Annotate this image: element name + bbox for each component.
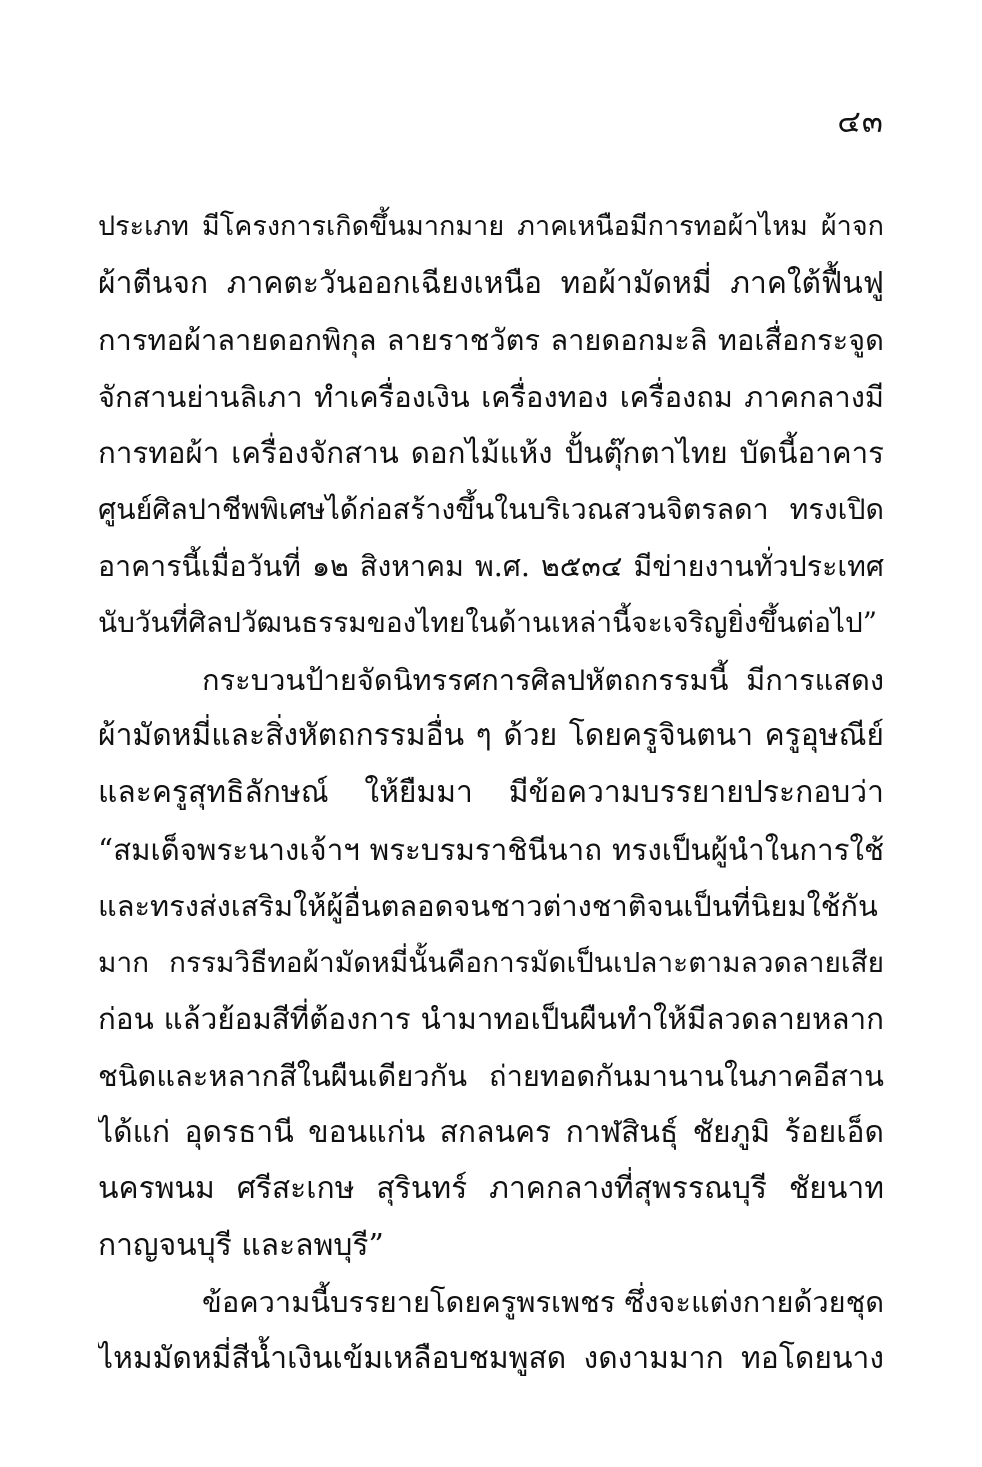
- text-line-9: กระบวนป้ายจัดนิทรรศการศิลปหัตถกรรมนี้ มีการแสดง: [202, 662, 884, 697]
- text-line-4: จักสานย่านลิเภา ทำเครื่องเงิน เครื่องทอง เครื่องถม ภาคกลางมี: [98, 379, 884, 414]
- text-line-3: การทอผ้าลายดอกพิกุล ลายราชวัตร ลายดอกมะลิ ทอเสื่อกระจูด: [98, 323, 884, 358]
- text-line-13: และทรงส่งเสริมให้ผู้อื่นตลอดจนชาวต่างชาติจนเป็นที่นิยมใช้กัน: [98, 889, 878, 924]
- text-line-12: “สมเด็จพระนางเจ้าฯ พระบรมราชินีนาถ ทรงเป็นผู้นำในการใช้: [98, 832, 884, 867]
- text-line-21: ไหมมัดหมี่สีน้ำเงินเข้มเหลือบชมพูสด งดงามมาก ทอโดยนาง: [98, 1340, 884, 1376]
- text-line-8: นับวันที่ศิลปวัฒนธรรมของไทยในด้านเหล่านี้จะเจริญยิ่งขึ้นต่อไป”: [98, 606, 878, 640]
- text-line-2: ผ้าตีนจก ภาคตะวันออกเฉียงเหนือ ทอผ้ามัดหมี่ ภาคใต้ฟื้นฟู: [98, 265, 884, 301]
- text-line-1: ประเภท มีโครงการเกิดขึ้นมากมาย ภาคเหนือมีการทอผ้าไหม ผ้าจก: [98, 211, 884, 242]
- text-line-7: อาคารนี้เมื่อวันที่ ๑๒ สิงหาคม พ.ศ. ๒๕๓๔ มีข่ายงานทั่วประเทศ: [98, 549, 884, 583]
- text-line-20: ข้อความนี้บรรยายโดยครูพรเพชร ซึ่งจะแต่งกายด้วยชุด: [202, 1285, 884, 1320]
- text-line-17: ได้แก่ อุดรธานี ขอนแก่น สกลนคร กาฬสินธุ์ ชัยภูมิ ร้อยเอ็ด: [98, 1114, 884, 1150]
- page-number: ๔๓: [837, 104, 884, 140]
- body-text: [98, 199, 884, 1387]
- text-line-11: และครูสุทธิลักษณ์ ให้ยืมมา มีข้อความบรรยายประกอบว่า: [98, 774, 884, 810]
- text-line-5: การทอผ้า เครื่องจักสาน ดอกไม้แห้ง ปั้นตุ๊กตาไทย บัดนี้อาคาร: [98, 436, 884, 471]
- text-line-10: ผ้ามัดหมี่และสิ่งหัตถกรรมอื่น ๆ ด้วย โดยครูจินตนา ครูอุษณีย์: [98, 718, 884, 754]
- text-line-19: กาญจนบุรี และลพบุรี”: [98, 1227, 384, 1263]
- text-line-14: มาก กรรมวิธีทอผ้ามัดหมี่นั้นคือการมัดเป็นเปลาะตามลวดลายเสีย: [98, 945, 884, 979]
- text-line-18: นครพนม ศรีสะเกษ สุรินทร์ ภาคกลางที่สุพรรณบุรี ชัยนาท: [98, 1171, 884, 1207]
- text-line-16: ชนิดและหลากสีในผืนเดียวกัน ถ่ายทอดกันมานานในภาคอีสาน: [98, 1058, 884, 1093]
- text-line-15: ก่อน แล้วย้อมสีที่ต้องการ นำมาทอเป็นผืนทำให้มีลวดลายหลาก: [98, 1002, 884, 1037]
- text-line-6: ศูนย์ศิลปาชีพพิเศษได้ก่อสร้างขึ้นในบริเวณสวนจิตรลดา ทรงเปิด: [98, 492, 884, 526]
